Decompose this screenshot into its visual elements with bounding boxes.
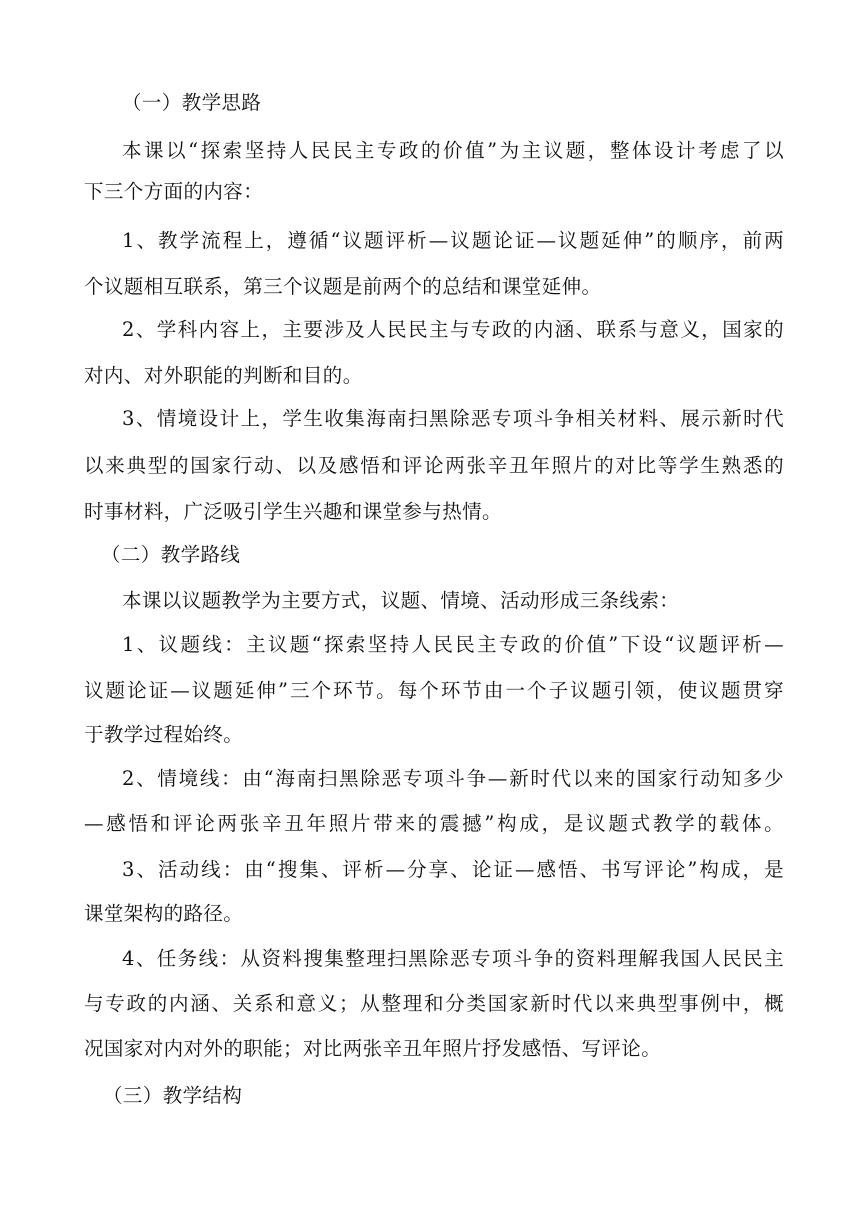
paragraph-line: 下三个方面的内容： — [84, 180, 264, 203]
paragraph-line: 况国家对内对外的职能；对比两张辛丑年照片抒发感悟、写评论。 — [84, 1037, 662, 1060]
paragraph-line: 以来典型的国家行动、以及感悟和评论两张辛丑年照片的对比等学生熟悉的 — [84, 454, 784, 477]
section-heading: （三）教学结构 — [103, 1084, 243, 1107]
paragraph-line: 议题论证—议题延伸”三个环节。每个环节由一个子议题引领，使议题贯穿 — [84, 679, 784, 702]
paragraph-line: 对内、对外职能的判断和目的。 — [84, 364, 363, 387]
paragraph-line: 于教学过程始终。 — [84, 723, 244, 746]
section-heading: （一）教学思路 — [122, 91, 262, 114]
paragraph-line: 1、教学流程上，遵循“议题评析—议题论证—议题延伸”的顺序，前两 — [122, 229, 784, 252]
paragraph-line: —感悟和评论两张辛丑年照片带来的震撼”构成，是议题式教学的载体。 — [84, 812, 784, 835]
paragraph-line: 1、议题线：主议题“探索坚持人民民主专政的价值”下设“议题评析— — [122, 633, 784, 656]
paragraph-line: 4、任务线：从资料搜集整理扫黑除恶专项斗争的资料理解我国人民民主 — [122, 947, 784, 970]
paragraph-line: 与专政的内涵、关系和意义；从整理和分类国家新时代以来典型事例中，概 — [84, 992, 784, 1015]
paragraph-line: 课堂架构的路径。 — [84, 902, 244, 925]
paragraph-line: 时事材料，广泛吸引学生兴趣和课堂参与热情。 — [84, 500, 502, 523]
paragraph-line: 本课以“探索坚持人民民主专政的价值”为主议题，整体设计考虑了以 — [122, 139, 784, 162]
paragraph-line: 个议题相互联系，第三个议题是前两个的总结和课堂延伸。 — [84, 275, 602, 298]
paragraph-line: 2、学科内容上，主要涉及人民民主与专政的内涵、联系与意义，国家的 — [122, 318, 784, 341]
paragraph-line: 3、情境设计上，学生收集海南扫黑除恶专项斗争相关材料、展示新时代 — [122, 407, 784, 430]
paragraph-line: 本课以议题教学为主要方式，议题、情境、活动形成三条线索： — [122, 589, 680, 612]
paragraph-line: 2、情境线：由“海南扫黑除恶专项斗争—新时代以来的国家行动知多少 — [122, 767, 784, 790]
section-heading: （二）教学路线 — [101, 543, 241, 566]
paragraph-line: 3、活动线：由“搜集、评析—分享、论证—感悟、书写评论”构成，是 — [122, 858, 784, 881]
